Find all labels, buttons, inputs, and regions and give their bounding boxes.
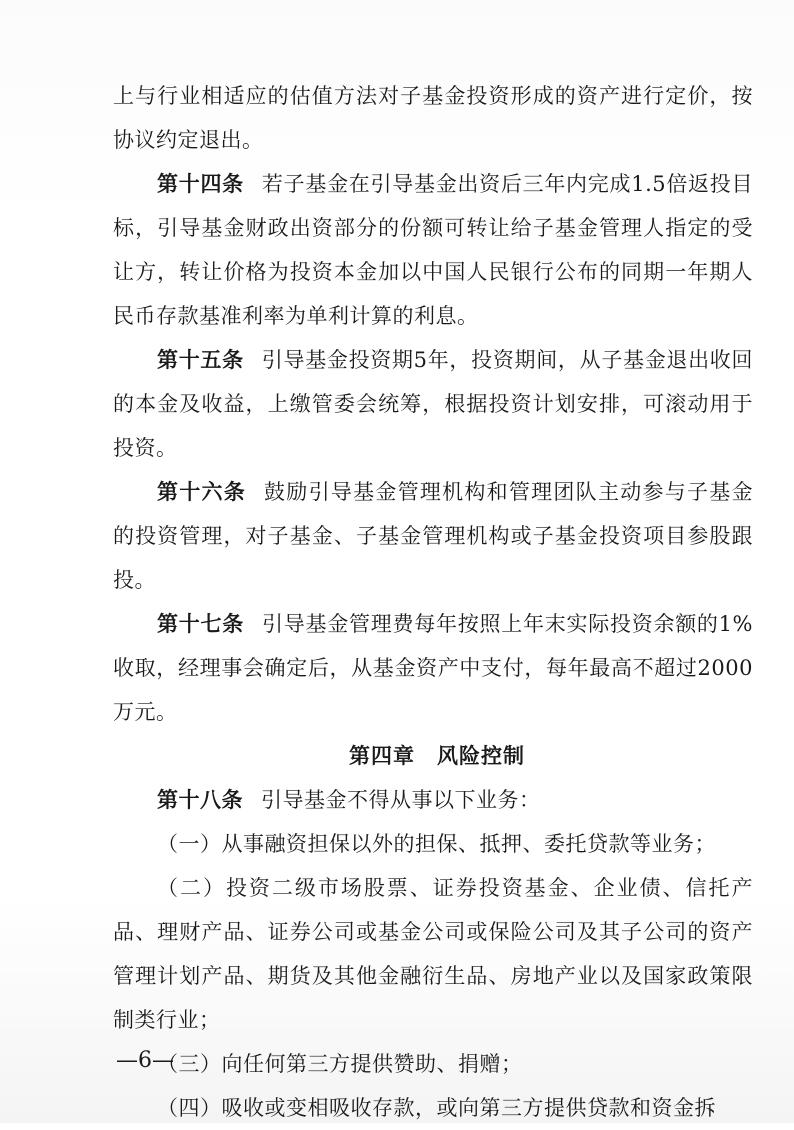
article-label: 第十四条 [157, 172, 244, 196]
list-item-text: （一）从事融资担保以外的担保、抵押、委托贷款等业务； [157, 832, 716, 856]
article-label: 第十八条 [157, 788, 243, 812]
article-16 [113, 470, 753, 602]
page-number: —6— [116, 1048, 174, 1073]
paragraph-continuation [113, 74, 753, 162]
article-label: 第十七条 [157, 612, 244, 636]
paragraph-text: 上与行业相适应的估值方法对子基金投资形成的资产进行定价，按协议约定退出。 [113, 84, 753, 152]
article-14 [113, 162, 753, 338]
article-15 [113, 338, 753, 470]
list-item-text: （二）投资二级市场股票、证券投资基金、企业债、信托产品、理财产品、证券公司或基金公司或保险公司及其子公司的资产管理计划产品、期货及其他金融衍生品、房地产业以及国家政策限制类行业； [113, 876, 753, 1032]
article-text: 引导基金管理费每年按照上年末实际投资余额的1%收取，经理事会确定后，从基金资产中支付，每年最高不超过2000万元。 [113, 612, 753, 724]
chapter-heading [113, 734, 753, 778]
list-item-text: （三）向任何第三方提供赞助、捐赠； [157, 1052, 523, 1076]
chapter-title: 风险控制 [437, 744, 525, 768]
article-18 [113, 778, 753, 822]
article-label: 第十六条 [157, 480, 247, 504]
document-body [113, 74, 753, 1130]
list-item-text: （四）吸收或变相吸收存款，或向第三方提供贷款和资金拆 [157, 1096, 716, 1120]
article-text: 引导基金不得从事以下业务： [261, 788, 541, 812]
article-text: 引导基金投资期5年，投资期间，从子基金退出收回的本金及收益，上缴管委会统筹，根据投资计划安排，可滚动用于投资。 [113, 348, 754, 460]
list-item-3 [113, 1042, 753, 1086]
article-17 [113, 602, 753, 734]
article-text: 鼓励引导基金管理机构和管理团队主动参与子基金的投资管理，对子基金、子基金管理机构或子基金投资项目参股跟投。 [113, 480, 754, 592]
list-item-1 [113, 822, 753, 866]
article-label: 第十五条 [157, 348, 244, 372]
article-text: 若子基金在引导基金出资后三年内完成1.5倍返投目标，引导基金财政出资部分的份额可转让给子基金管理人指定的受让方，转让价格为投资本金加以中国人民银行公布的同期一年期人民币存款基准利率为单利计算的利息。 [113, 172, 754, 328]
list-item-4 [113, 1086, 753, 1130]
list-item-2 [113, 866, 753, 1042]
chapter-number: 第四章 [349, 744, 415, 768]
